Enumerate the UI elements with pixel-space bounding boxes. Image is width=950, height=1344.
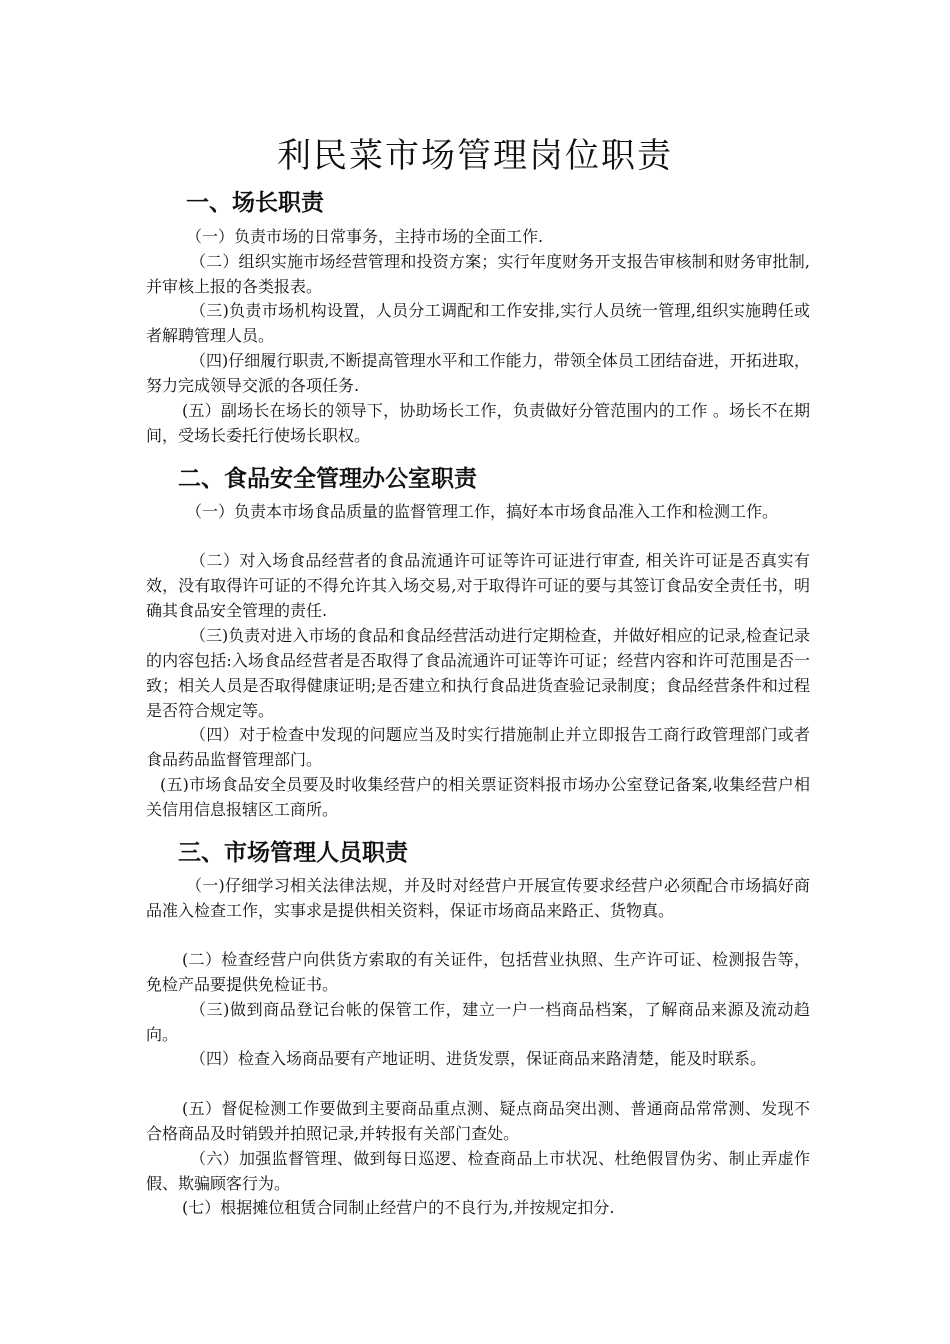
section-heading-2: 二、食品安全管理办公室职责: [178, 466, 477, 492]
section3-paragraph-4: （四）检查入场商品要有产地证明、进货发票，保证商品来路清楚，能及时联系。: [190, 1049, 767, 1068]
section3-paragraph-5: (五）督促检测工作要做到主要商品重点测、疑点商品突出测、普通商品常常测、发现不合格商品及时销毁并拍照记录,并转报有关部门查处。: [146, 1099, 810, 1143]
section2-paragraph-3: （三)负责对进入市场的食品和食品经营活动进行定期检查，并做好相应的记录,检查记录的内容包括:入场食品经营者是否取得了食品流通许可证等许可证；经营内容和许可范围是否一致；相关人员是否取得健康证明;是否建立和执行食品进货查验记录制度；食品经营条件和过程是否符合规定等。: [146, 626, 810, 720]
section1-paragraph-1: （一）负责市场的日常事务，主持市场的全面工作.: [186, 227, 544, 246]
section2-paragraph-2: （二）对入场食品经营者的食品流通许可证等许可证进行审查, 相关许可证是否真实有效，没有取得许可证的不得允许其入场交易,对于取得许可证的要与其签订食品安全责任书，明确其食品安全管理的责任.: [146, 551, 810, 620]
section1-paragraph-3: （三)负责市场机构设置，人员分工调配和工作安排,实行人员统一管理,组织实施聘任或者解聘管理人员。: [146, 301, 810, 345]
section1-paragraph-2: （二）组织实施市场经营管理和投资方案；实行年度财务开支报告审核制和财务审批制,并审核上报的各类报表。: [146, 252, 810, 296]
section3-paragraph-6: （六）加强监督管理、做到每日巡逻、检查商品上市状况、杜绝假冒伪劣、制止弄虚作假、欺骗顾客行为。: [146, 1149, 810, 1193]
document-title: 利民菜市场管理岗位职责: [277, 136, 673, 176]
section2-paragraph-4: （四）对于检查中发现的问题应当及时实行措施制止并立即报告工商行政管理部门或者食品药品监督管理部门。: [146, 725, 810, 769]
section2-paragraph-1: （一）负责本市场食品质量的监督管理工作，搞好本市场食品准入工作和检测工作。: [186, 502, 779, 521]
section3-paragraph-2: (二）检查经营户向供货方索取的有关证件，包括营业执照、生产许可证、检测报告等，免检产品要提供免检证书。: [146, 950, 810, 994]
section3-paragraph-7: (七）根据摊位租赁合同制止经营户的不良行为,并按规定扣分.: [182, 1198, 615, 1217]
section1-paragraph-4: （四)仔细履行职责,不断提高管理水平和工作能力，带领全体员工团结奋进，开拓进取，努力完成领导交派的各项任务.: [146, 351, 810, 395]
section1-paragraph-5: (五）副场长在场长的领导下，协助场长工作，负责做好分管范围内的工作 。场长不在期间，受场长委托行使场长职权。: [146, 401, 810, 445]
section3-paragraph-1: （一)仔细学习相关法律法规，并及时对经营户开展宣传要求经营户必须配合市场搞好商品准入检查工作，实事求是提供相关资料，保证市场商品来路正、货物真。: [146, 876, 810, 920]
section-heading-3: 三、市场管理人员职责: [178, 840, 408, 866]
section-heading-1: 一、场长职责: [186, 190, 324, 216]
section2-paragraph-5: (五)市场食品安全员要及时收集经营户的相关票证资料报市场办公室登记备案,收集经营户相关信用信息报辖区工商所。: [146, 775, 810, 819]
section3-paragraph-3: （三)做到商品登记台帐的保管工作，建立一户一档商品档案，了解商品来源及流动趋向。: [146, 1000, 810, 1044]
